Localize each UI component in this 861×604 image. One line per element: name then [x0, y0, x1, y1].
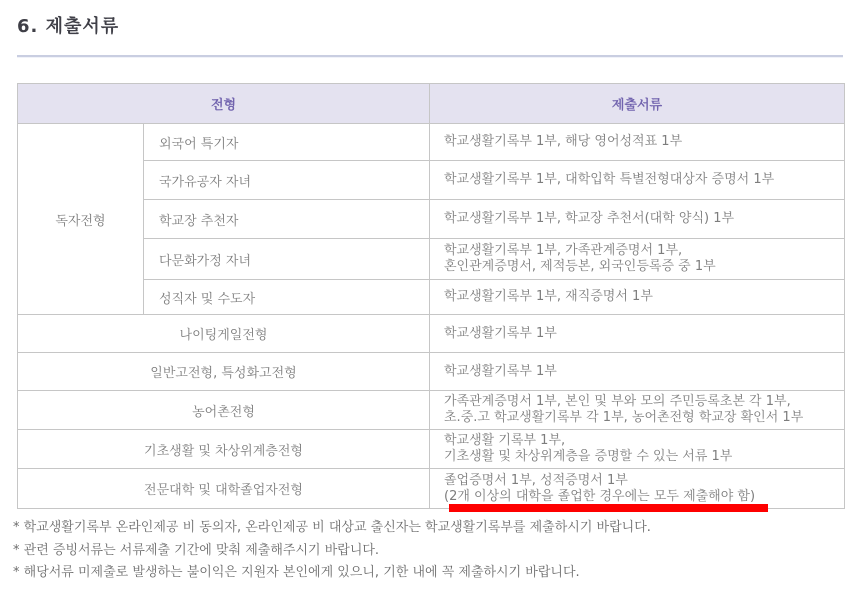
- doc-line: 학교생활기록부 1부, 해당 영어성적표 1부: [444, 134, 683, 149]
- documents-cell: [430, 280, 845, 315]
- doc-line: 기초생활 및 차상위계층을 증명할 수 있는 서류 1부: [444, 449, 733, 464]
- documents-cell: [430, 353, 845, 391]
- group-label-cell: 독자전형: [18, 124, 144, 315]
- admission-type-cell: 국가유공자 자녀: [144, 161, 430, 200]
- admission-type-cell: 다문화가정 자녀: [144, 239, 430, 280]
- doc-line: 학교생활기록부 1부: [444, 325, 557, 341]
- doc-line: 학교생활기록부 1부, 학교장 추천서(대학 양식) 1부: [444, 211, 735, 226]
- table-row: [18, 315, 845, 353]
- footnote: * 학교생활기록부 온라인제공 비 동의자, 온라인제공 비 대상교 출신자는 학교생활기록부를 제출하시기 바랍니다.: [13, 520, 651, 535]
- documents-cell: [430, 315, 845, 353]
- table-row: [18, 391, 845, 430]
- documents-cell: [430, 200, 845, 239]
- admission-type-cell: 일반고전형, 특성화고전형: [18, 353, 430, 391]
- documents-cell: [430, 469, 845, 509]
- documents-cell: [430, 239, 845, 280]
- doc-line: 학교생활기록부 1부, 재직증명서 1부: [444, 289, 653, 304]
- footnotes: [13, 517, 651, 585]
- documents-cell: [430, 124, 845, 161]
- doc-line: 가족관계증명서 1부, 본인 및 부와 모의 주민등록초본 각 1부,: [444, 394, 791, 409]
- table-header-row: [18, 84, 845, 124]
- doc-line: 학교생활기록부 1부, 가족관계증명서 1부,: [444, 243, 683, 258]
- documents-cell: [430, 161, 845, 200]
- table-row: [18, 430, 845, 469]
- admission-type-cell: 기초생활 및 차상위계층전형: [18, 430, 430, 469]
- table-row: [18, 469, 845, 509]
- doc-line: 혼인관계증명서, 제적등본, 외국인등록증 중 1부: [444, 259, 716, 274]
- admission-type-cell: 전문대학 및 대학졸업자전형: [18, 469, 430, 509]
- admission-type-cell: 농어촌전형: [18, 391, 430, 430]
- doc-line: (2개 이상의 대학을 졸업한 경우에는 모두 제출해야 함): [444, 488, 756, 504]
- doc-line: 학교생활기록부 1부: [444, 363, 557, 379]
- doc-line: 초.중.고 학교생활기록부 각 1부, 농어촌전형 학교장 확인서 1부: [444, 410, 804, 425]
- doc-line: 졸업증명서 1부, 성적증명서 1부: [444, 472, 628, 488]
- doc-line: 학교생활기록부 1부, 대학입학 특별전형대상자 증명서 1부: [444, 172, 775, 187]
- column-header-type: 전형: [18, 84, 430, 124]
- title-divider: [17, 55, 843, 57]
- admission-type-cell: 성직자 및 수도자: [144, 280, 430, 315]
- admission-type-cell: 나이팅게일전형: [18, 315, 430, 353]
- footnote: * 해당서류 미제출로 발생하는 불이익은 지원자 본인에게 있으니, 기한 내에 꼭 제출하시기 바랍니다.: [13, 565, 580, 580]
- table-row: [18, 353, 845, 391]
- admission-type-cell: 외국어 특기자: [144, 124, 430, 161]
- documents-cell: [430, 391, 845, 430]
- documents-cell: [430, 430, 845, 469]
- doc-line: 학교생활 기록부 1부,: [444, 433, 566, 448]
- table-row: [18, 124, 845, 161]
- submission-documents-table: [17, 83, 845, 509]
- admission-type-cell: 학교장 추천자: [144, 200, 430, 239]
- page-title: 6. 제출서류: [17, 16, 120, 37]
- column-header-documents: 제출서류: [430, 84, 845, 124]
- footnote: * 관련 증빙서류는 서류제출 기간에 맞춰 제출해주시기 바랍니다.: [13, 542, 380, 558]
- red-underline-annotation: [449, 504, 768, 512]
